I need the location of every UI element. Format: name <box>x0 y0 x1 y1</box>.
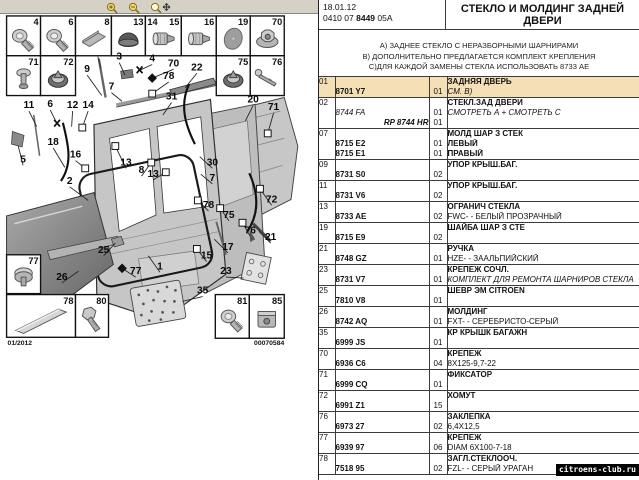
svg-text:78: 78 <box>63 295 74 306</box>
part-desc: ПРАВЫЙ <box>447 149 639 160</box>
thumb-4[interactable] <box>7 16 41 56</box>
note-a: А) ЗАДНЕЕ СТЕКЛО С НЕРАЗБОРНЫМИ ШАРНИРАМИ <box>379 41 579 50</box>
part-title: ШАЙБА ШАР З СТЕ <box>447 223 639 234</box>
part-title: МОЛД ШАР З СТЕК <box>447 129 639 140</box>
callout-14[interactable] <box>79 100 94 131</box>
parts-table <box>319 76 639 475</box>
part-title: КРЕПЕЖ СОЧЛ. <box>447 265 639 276</box>
row-number: 01 <box>319 77 335 88</box>
svg-text:13: 13 <box>133 17 144 28</box>
callout-7[interactable] <box>109 82 123 102</box>
part-title: ЗАКЛЕПКА <box>447 412 639 423</box>
svg-text:75: 75 <box>238 56 249 67</box>
part-title: МОЛДИНГ <box>447 307 639 318</box>
svg-text:76: 76 <box>272 56 283 67</box>
part-qty: 01 <box>429 139 447 149</box>
part-number[interactable]: 7518 95 <box>335 464 429 475</box>
part-qty: 01 <box>429 380 447 391</box>
svg-text:15: 15 <box>169 17 180 28</box>
svg-text:7: 7 <box>209 172 216 184</box>
parts-pane <box>318 0 639 480</box>
svg-text:18: 18 <box>47 137 59 149</box>
note-b: В) ДОПОЛНИТЕЛЬНО ПРЕДЛАГАЕТСЯ КОМПЛЕКТ КРЕПЛЕНИЯ <box>362 51 596 61</box>
part-number[interactable]: 8715 E9 <box>335 233 429 244</box>
thumb-72[interactable] <box>41 56 76 96</box>
svg-text:72: 72 <box>63 56 74 67</box>
thumb-15[interactable] <box>145 16 181 56</box>
svg-text:11: 11 <box>23 100 35 112</box>
notes-block <box>319 30 639 76</box>
thumb-70[interactable] <box>250 16 284 56</box>
part-number[interactable]: 6939 97 <box>335 443 429 454</box>
row-number: 13 <box>319 202 328 211</box>
part-number[interactable]: 8733 AE <box>335 212 429 223</box>
part-desc: 8X125-9,7-22 <box>447 359 639 370</box>
svg-text:19: 19 <box>238 17 249 28</box>
table-row[interactable] <box>319 349 639 370</box>
part-desc: HZE- - ЗААЛЬПИЙСКИЙ <box>447 254 639 265</box>
part-desc <box>447 233 639 244</box>
part-qty: 01 <box>429 118 447 129</box>
svg-text:22: 22 <box>191 62 203 74</box>
part-number[interactable]: 8715 E1 <box>335 149 429 160</box>
part-desc: FWC- - БЕЛЫЙ ПРОЗРАЧНЫЙ <box>447 212 639 223</box>
part-qty: 01 <box>429 254 447 265</box>
svg-text:14: 14 <box>82 100 94 112</box>
part-number[interactable]: 8748 GZ <box>335 254 429 265</box>
part-number[interactable]: 8731 V6 <box>335 191 429 202</box>
svg-text:78: 78 <box>202 200 215 212</box>
svg-text:13: 13 <box>120 157 132 169</box>
part-desc: 6,4X12,5 <box>447 422 639 433</box>
thumb-80[interactable] <box>76 295 109 338</box>
svg-text:72: 72 <box>265 194 278 206</box>
part-desc <box>447 380 639 391</box>
part-title: КРЕПЕЖ <box>447 433 639 444</box>
watermark: citroens-club.ru <box>556 464 639 476</box>
table-row[interactable] <box>319 412 639 433</box>
part-number[interactable]: RP 8744 HR <box>335 118 429 129</box>
zoom-in-icon[interactable] <box>104 1 120 13</box>
part-qty: 01 <box>429 317 447 328</box>
svg-text:8: 8 <box>104 17 110 28</box>
diagram-plate-number: 00070584 <box>254 340 285 348</box>
part-desc: DIAM 6X100-7-18 <box>447 443 639 454</box>
part-number[interactable]: 8742 AQ <box>335 317 429 328</box>
svg-text:70: 70 <box>272 17 283 28</box>
part-desc <box>447 338 639 349</box>
part-desc <box>447 191 639 202</box>
row-number: 72 <box>319 391 328 400</box>
part-desc: СМ. В) <box>447 87 639 98</box>
part-qty: 02 <box>429 170 447 181</box>
row-number: 19 <box>319 223 328 232</box>
part-title: УПОР КРЫШ.БАГ. <box>447 181 639 192</box>
part-desc <box>447 170 639 181</box>
thumb-13[interactable] <box>111 16 145 56</box>
callout-5[interactable] <box>18 146 26 166</box>
row-number: 76 <box>319 412 328 421</box>
part-number[interactable]: 8731 V7 <box>335 275 429 286</box>
row-number: 25 <box>319 286 328 295</box>
svg-text:76: 76 <box>244 225 256 237</box>
part-title: СТЕКЛ.ЗАД ДВЕРИ <box>447 98 639 109</box>
row-number: 23 <box>319 265 328 274</box>
thumb-76[interactable] <box>250 56 284 96</box>
part-number[interactable]: 6991 Z1 <box>335 401 429 412</box>
part-qty: 01 <box>429 149 447 160</box>
row-number: 71 <box>319 370 328 379</box>
callout-12[interactable] <box>67 100 79 126</box>
part-qty: 06 <box>429 443 447 454</box>
table-row[interactable] <box>319 129 639 160</box>
part-desc: СМОТРЕТЬ А + СМОТРЕТЬ С <box>447 108 639 118</box>
part-number[interactable]: 6973 27 <box>335 422 429 433</box>
thumb-71[interactable] <box>7 56 41 96</box>
callout-6[interactable] <box>47 99 60 126</box>
svg-text:81: 81 <box>237 295 248 306</box>
part-desc: FXT- - СЕРЕБРИСТО-СЕРЫЙ <box>447 317 639 328</box>
svg-text:25: 25 <box>97 244 110 256</box>
doc-info <box>319 0 445 29</box>
row-number: 07 <box>319 129 328 138</box>
svg-text:13: 13 <box>147 169 159 181</box>
zoom-out-icon[interactable] <box>126 1 142 13</box>
diagram-pane <box>0 0 318 480</box>
part-qty: 01 <box>429 296 447 307</box>
part-title: ЗАГЛ.СТЕКЛООЧ. <box>447 454 639 465</box>
svg-text:2: 2 <box>66 175 73 187</box>
table-row[interactable] <box>319 98 639 129</box>
part-number[interactable]: 6999 CQ <box>335 380 429 391</box>
svg-text:6: 6 <box>47 99 54 111</box>
thumb-78[interactable] <box>7 295 76 338</box>
thumb-19[interactable] <box>216 16 250 56</box>
part-number[interactable]: 8731 S0 <box>335 170 429 181</box>
row-number: 09 <box>319 160 328 169</box>
table-row[interactable] <box>319 307 639 328</box>
table-row[interactable] <box>319 181 639 202</box>
part-title: ОГРАНИЧ СТЕКЛА <box>447 202 639 213</box>
table-row[interactable] <box>319 265 639 286</box>
svg-text:4: 4 <box>149 53 156 65</box>
table-row[interactable] <box>319 433 639 454</box>
svg-text:78: 78 <box>163 71 175 83</box>
part-desc <box>447 401 639 412</box>
callout-11[interactable] <box>24 100 37 126</box>
callout-9[interactable] <box>84 64 101 95</box>
row-number: 11 <box>319 181 328 190</box>
note-c: С)ДЛЯ КАЖДОЙ ЗАМЕНЫ СТЕКЛА ИСПОЛЬЗОВАТЬ 8733 АЕ <box>368 62 590 71</box>
diagram-toolbar <box>0 0 318 14</box>
part-qty: 02 <box>429 233 447 244</box>
page-title: СТЕКЛО И МОЛДИНГ ЗАДНЕЙ ДВЕРИ <box>445 0 639 29</box>
row-number: 35 <box>319 328 328 337</box>
part-desc <box>447 296 639 307</box>
svg-text:77: 77 <box>28 255 39 266</box>
svg-text:17: 17 <box>222 241 234 253</box>
part-number[interactable]: 7810 V8 <box>335 296 429 307</box>
table-row[interactable] <box>319 244 639 265</box>
thumb-75[interactable] <box>216 56 250 96</box>
row-number: 21 <box>319 244 328 253</box>
exploded-diagram <box>0 14 318 480</box>
part-qty: 02 <box>429 464 447 475</box>
svg-text:31: 31 <box>165 91 178 103</box>
svg-text:1: 1 <box>157 261 163 273</box>
part-title: ХОМУТ <box>447 391 639 402</box>
svg-text:16: 16 <box>69 149 82 161</box>
svg-text:9: 9 <box>84 64 90 76</box>
thumb-77[interactable] <box>7 255 41 294</box>
part-qty: 01 <box>429 87 447 98</box>
part-number[interactable]: 8715 E2 <box>335 139 429 149</box>
svg-text:14: 14 <box>147 17 158 28</box>
part-number[interactable]: 6936 C6 <box>335 359 429 370</box>
svg-text:26: 26 <box>56 272 68 284</box>
doc-date: 18.01.12 <box>323 2 357 12</box>
svg-text:23: 23 <box>220 266 232 278</box>
table-row[interactable] <box>319 202 639 223</box>
svg-text:77: 77 <box>130 266 142 278</box>
part-desc <box>447 118 639 129</box>
svg-text:15: 15 <box>200 250 213 262</box>
table-row[interactable] <box>319 77 639 98</box>
svg-text:12: 12 <box>66 100 79 112</box>
svg-text:75: 75 <box>223 209 235 221</box>
table-row[interactable] <box>319 286 639 307</box>
doc-code: 0410 07 8449 05A <box>323 13 393 23</box>
part-number[interactable]: 8701 Y7 <box>335 87 429 98</box>
part-desc: ЛЕВЫЙ <box>447 139 639 149</box>
table-row[interactable] <box>319 391 639 412</box>
svg-text:71: 71 <box>267 102 280 114</box>
row-number: 78 <box>319 454 328 463</box>
thumb-8[interactable] <box>76 16 112 56</box>
part-desc: КОМПЛЕКТ ДЛЯ РЕМОНТА ШАРНИРОВ СТЕКЛА <box>447 275 639 286</box>
svg-text:4: 4 <box>33 17 39 28</box>
row-number: 02 <box>319 98 328 107</box>
thumb-6[interactable] <box>41 16 76 56</box>
part-qty: 15 <box>429 401 447 412</box>
table-row[interactable] <box>319 160 639 181</box>
svg-text:80: 80 <box>96 295 107 306</box>
svg-text:30: 30 <box>206 157 219 169</box>
part-number[interactable]: 8744 FA <box>335 108 429 118</box>
thumb-81[interactable] <box>215 295 249 339</box>
part-qty: 01 <box>429 275 447 286</box>
part-title: ШЕВР ЭМ CITROEN <box>447 286 639 297</box>
part-number[interactable]: 6999 JS <box>335 338 429 349</box>
diagram-edition-date: 01/2012 <box>7 340 33 348</box>
svg-text:6: 6 <box>68 17 74 28</box>
svg-text:70: 70 <box>167 58 180 70</box>
row-number: 26 <box>319 307 328 316</box>
svg-text:21: 21 <box>264 232 277 244</box>
svg-text:16: 16 <box>204 17 215 28</box>
part-title: УПОР КРЫШ.БАГ. <box>447 160 639 171</box>
svg-text:7: 7 <box>108 81 115 93</box>
svg-text:20: 20 <box>247 94 259 106</box>
zoom-pan-icon[interactable] <box>148 1 172 13</box>
row-number: 77 <box>319 433 328 442</box>
svg-text:85: 85 <box>272 295 283 306</box>
part-qty: 02 <box>429 422 447 433</box>
part-title: КРЕПЕЖ <box>447 349 639 360</box>
svg-text:35: 35 <box>197 285 209 297</box>
part-title: КР КРЫШК БАГАЖН <box>447 328 639 339</box>
svg-text:8: 8 <box>138 165 145 177</box>
callout-18[interactable] <box>48 137 65 167</box>
part-title: РУЧКА <box>447 244 639 255</box>
part-qty: 01 <box>429 108 447 118</box>
table-row[interactable] <box>319 223 639 244</box>
thumb-16[interactable] <box>181 16 216 56</box>
svg-text:5: 5 <box>20 154 26 166</box>
part-desc: FZL- - СЕРЫЙ УРАГАН <box>447 464 639 475</box>
callout-4[interactable] <box>137 54 156 74</box>
part-qty: 02 <box>429 191 447 202</box>
row-number: 70 <box>319 349 328 358</box>
part-qty: 04 <box>429 359 447 370</box>
table-row[interactable] <box>319 370 639 391</box>
thumb-85[interactable] <box>249 295 284 339</box>
svg-text:3: 3 <box>116 51 123 63</box>
table-row[interactable] <box>319 328 639 349</box>
callout-16[interactable] <box>70 150 89 172</box>
svg-text:71: 71 <box>28 56 39 67</box>
part-qty: 02 <box>429 212 447 223</box>
part-qty: 01 <box>429 338 447 349</box>
part-title: ЗАДНЯЯ ДВЕРЬ <box>447 77 639 88</box>
part-title: ФИКСАТОР <box>447 370 639 381</box>
header <box>319 0 639 30</box>
